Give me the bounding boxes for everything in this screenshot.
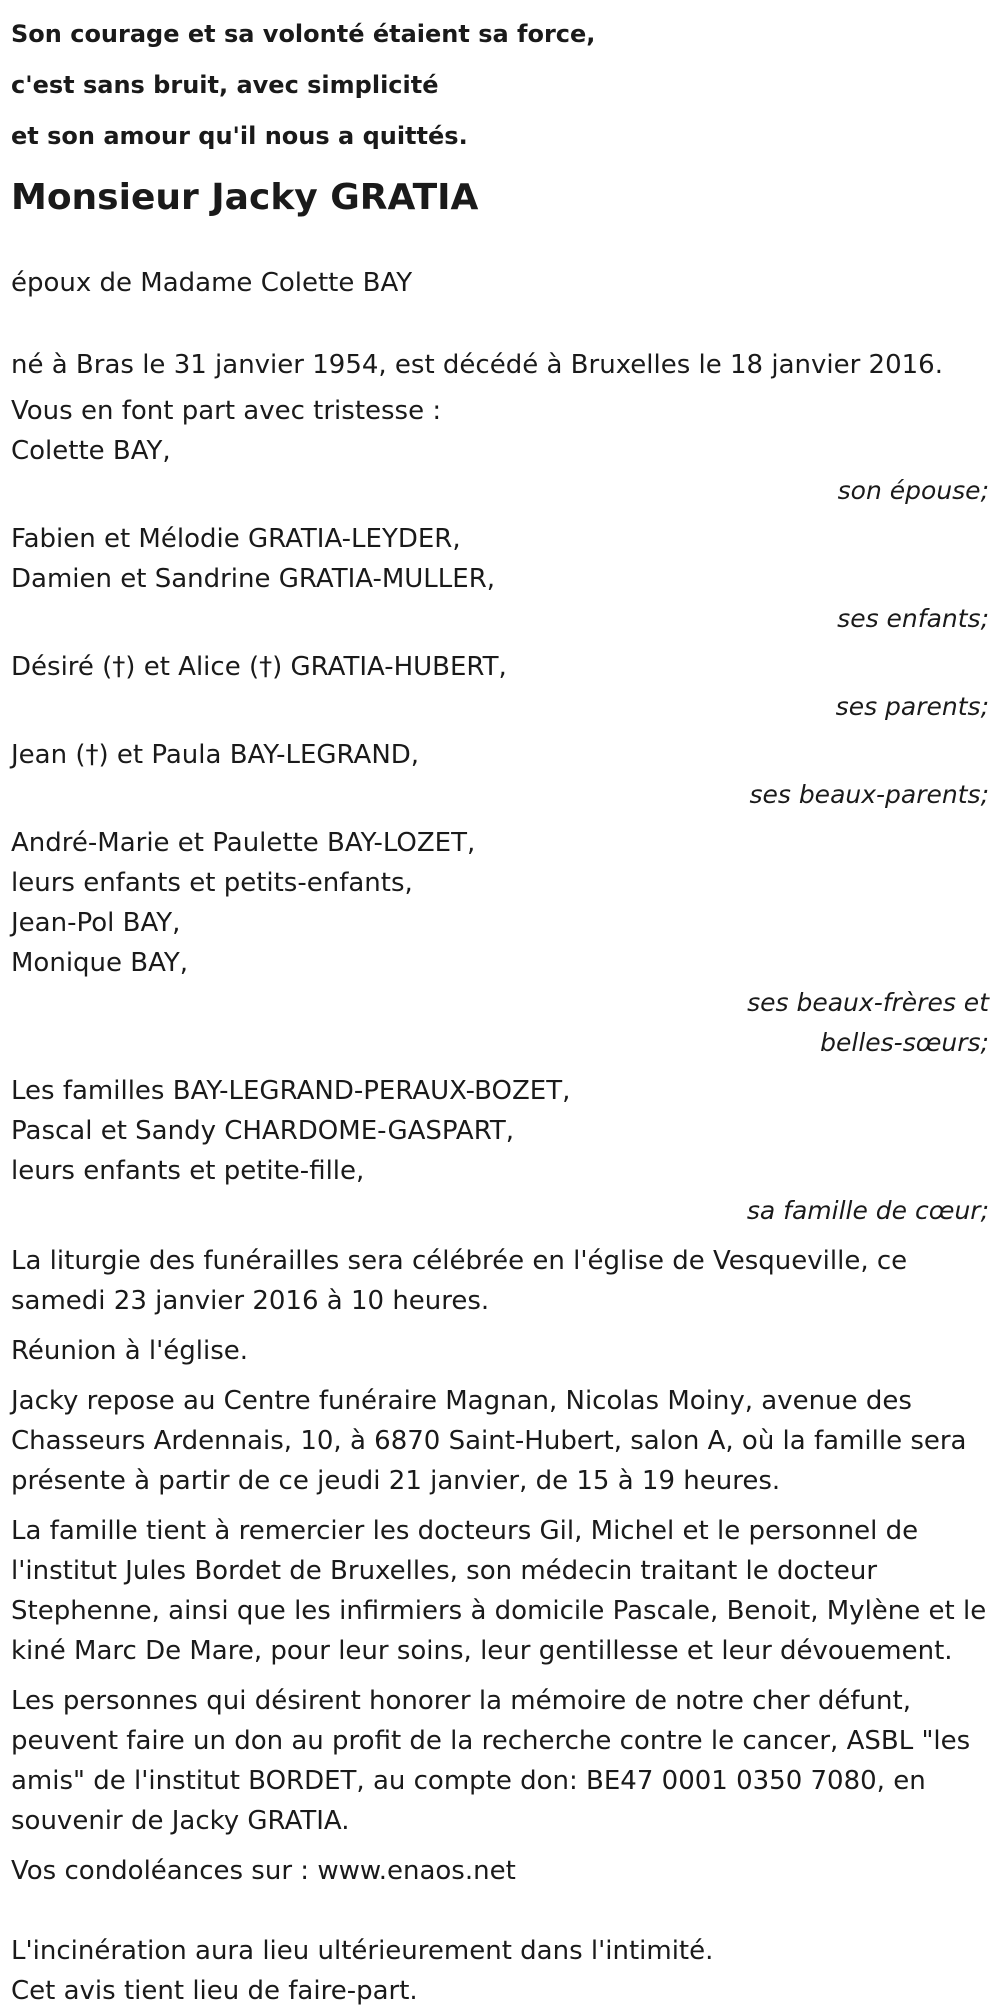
obituary-notice: [11, 0, 989, 2011]
family-name-line: leurs enfants et petits-enfants,: [11, 868, 413, 898]
family-name-line: Les familles BAY-LEGRAND-PERAUX-BOZET,: [11, 1076, 571, 1106]
family-name-line: André-Marie et Paulette BAY-LOZET,: [11, 828, 476, 858]
visitation-info: Jacky repose au Centre funéraire Magnan, Nicolas Moiny, avenue des Chasseurs Ardennais, 10, à 6870 Saint-Hubert, salon A, où la famille sera présente à partir de ce jeudi 21 janvier, de 15 à 19 heures.: [11, 1386, 967, 1496]
family-name-line: leurs enfants et petite-fille,: [11, 1156, 365, 1186]
deceased-name: Monsieur Jacky GRATIA: [11, 177, 479, 218]
family-group-heart-family: [11, 1071, 989, 1231]
donation-info: Les personnes qui désirent honorer la mémoire de notre cher défunt, peuvent faire un don au profit de la recherche contre le cancer, ASBL "les amis" de l'institut BORDET, au compte don: BE47 0001 0350 7080, en souvenir de Jacky GRATIA.: [11, 1686, 971, 1836]
family-name-line: Désiré (†) et Alice (†) GRATIA-HUBERT,: [11, 652, 507, 682]
condolences-info: Vos condoléances sur : www.enaos.net: [11, 1856, 516, 1886]
spacer: [11, 1891, 989, 1931]
relation-label: sa famille de cœur;: [746, 1196, 989, 1225]
family-name-line: Fabien et Mélodie GRATIA-LEYDER,: [11, 524, 461, 554]
epitaph: [11, 0, 989, 162]
relation-label: ses beaux-frères et: [747, 988, 989, 1017]
family-group-parents-in-law: [11, 735, 989, 815]
notice-note: Cet avis tient lieu de faire-part.: [11, 1976, 418, 2006]
church-meeting: Réunion à l'église.: [11, 1336, 249, 1366]
family-name-line: Pascal et Sandy CHARDOME-GASPART,: [11, 1116, 515, 1146]
relation-label-continued: belles-sœurs;: [820, 1028, 989, 1057]
thanks-message: La famille tient à remercier les docteurs Gil, Michel et le personnel de l'institut Jules Bordet de Bruxelles, son médecin traitant le docteur Stephenne, ainsi que les infirmiers à domicile Pascale, Benoit, Mylène et le kiné Marc De Mare, pour leur soins, leur gentillesse et leur dévouement.: [11, 1516, 987, 1666]
epitaph-line: c'est sans bruit, avec simplicité: [11, 71, 439, 99]
family-name-line: Jean-Pol BAY,: [11, 908, 181, 938]
announcement-intro: Vous en font part avec tristesse :: [11, 396, 442, 426]
family-name-line: Jean (†) et Paula BAY-LEGRAND,: [11, 740, 420, 770]
relation-label: ses parents;: [835, 692, 989, 721]
relation-label: ses beaux-parents;: [749, 780, 989, 809]
family-name-line: Damien et Sandrine GRATIA-MULLER,: [11, 564, 496, 594]
epitaph-line: et son amour qu'il nous a quittés.: [11, 122, 468, 150]
birth-death-line: né à Bras le 31 janvier 1954, est décédé à Bruxelles le 18 janvier 2016.: [11, 350, 943, 380]
family-name-line: Monique BAY,: [11, 948, 189, 978]
relation-label: ses enfants;: [837, 604, 989, 633]
family-group-parents: [11, 647, 989, 727]
family-name-line: Colette BAY,: [11, 436, 171, 466]
relation-label: son épouse;: [837, 476, 989, 505]
family-group-siblings-in-law: [11, 823, 989, 1063]
spouse-line: époux de Madame Colette BAY: [11, 268, 413, 298]
funeral-liturgy: La liturgie des funérailles sera célébrée en l'église de Vesqueville, ce samedi 23 janvier 2016 à 10 heures.: [11, 1246, 908, 1316]
epitaph-line: Son courage et sa volonté étaient sa force,: [11, 20, 596, 48]
cremation-note: L'incinération aura lieu ultérieurement dans l'intimité.: [11, 1936, 714, 1966]
family-group-spouse: [11, 431, 989, 511]
family-group-children: [11, 519, 989, 639]
